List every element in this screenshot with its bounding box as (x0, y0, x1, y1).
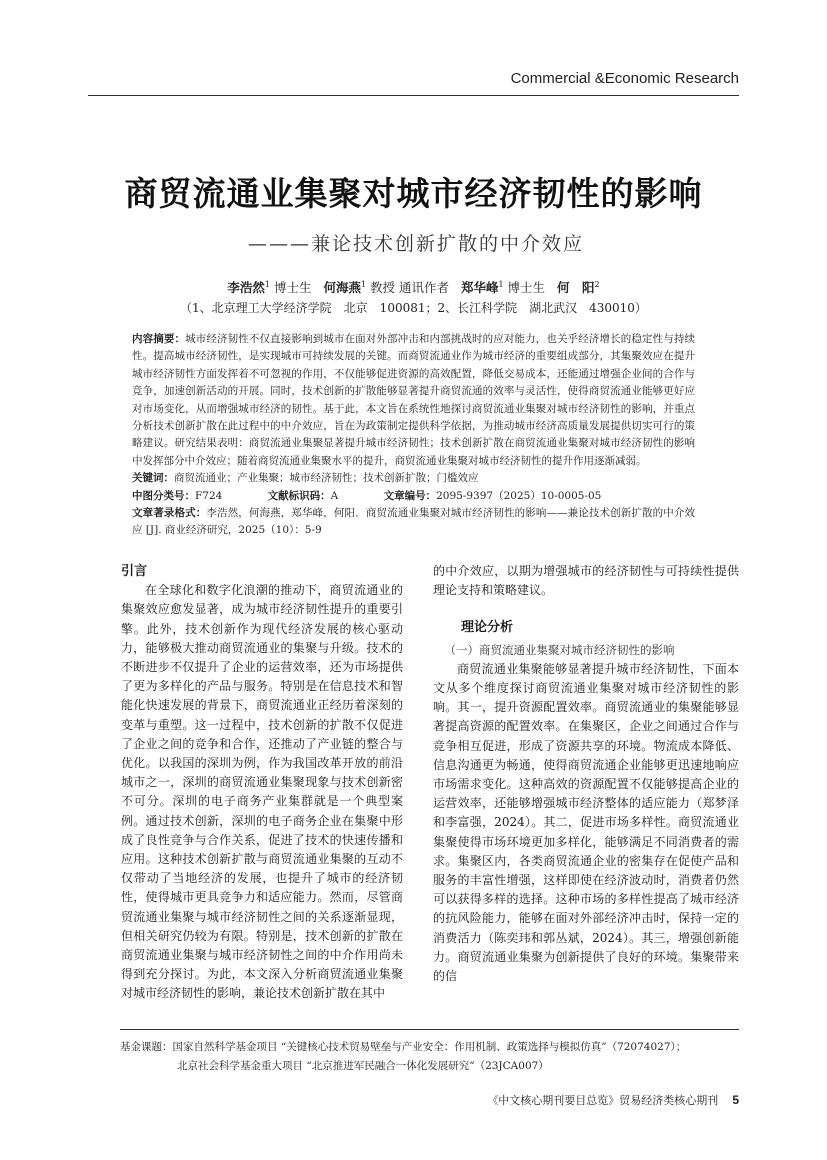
body-column-left (121, 562, 403, 1004)
keywords-text: 商贸流通业；产业集聚；城市经济韧性；技术创新扩散；门槛效应 (174, 472, 479, 485)
header-rule (88, 95, 739, 96)
abstract-text: 城市经济韧性不仅直接影响到城市在面对外部冲击和内部挑战时的应对能力，也关乎经济增长的稳定性与持续性。提高城市经济韧性，是实现城市可持续发展的关键。而商贸流通业作为城市经济的重要组成部分，其集聚效应在提升城市经济韧性方面发挥着不可忽视的作用，不仅能够促进资源的高效配置，降低交易成本，还能通过增强企业间的合作与竞争，加速创新活动的开展。同时，技术创新的扩散能够显著提升商贸流通的效率与灵活性，使得商贸流通业能够更好应对市场变化，从而增强城市经济的韧性。基于此，本文旨在系统性地探讨商贸流通业集聚对城市经济韧性的影响，并重点分析技术创新扩散在此过程中的中介效应，旨在为政策制定提供科学依据，为推动城市经济高质量发展提供切实可行的策略建议。研究结果表明：商贸流通业集聚显著提升城市经济韧性；技术创新扩散在商贸流通业集聚对城市经济韧性的影响中发挥部分中介效应；随着商贸流通业集聚水平的提升，商贸流通业集聚对城市经济韧性的提升作用逐渐减弱。 (132, 333, 695, 467)
citation (132, 505, 695, 540)
keywords-label: 关键词： (132, 472, 174, 485)
footnote-rule (120, 1029, 739, 1030)
author-role: 教授 通讯作者 (370, 280, 450, 295)
body-column-right (433, 562, 739, 986)
clc-value: F724 (195, 489, 223, 502)
author-affil-mark: 1 (360, 279, 367, 289)
author-name: 郑华峰 (460, 280, 499, 295)
author-role: 博士生 (507, 280, 546, 295)
intro-paragraph: 在全球化和数字化浪潮的推动下，商贸流通业的集聚效应愈发显著，成为城市经济韧性提升的重要引擎。此外，技术创新作为现代经济发展的核心驱动力，能够极大推动商贸流通业的集聚与升级。技术的不断进步不仅提升了企业的运营效率，还为市场提供了更为多样化的产品与服务。特别是在信息技术和智能化快速发展的背景下，商贸流通业正经历着深刻的变革与重塑。这一过程中，技术创新的扩散不仅促进了企业之间的竞争和合作，还推动了产业链的整合与优化。以我国的深圳为例，作为我国改革开放的前沿城市之一，深圳的商贸流通业集聚现象与技术创新密不可分。深圳的电子商务产业集群就是一个典型案例。通过技术创新，深圳的电子商务企业在集聚中形成了良性竞争与合作关系，促进了技术的快速传播和应用。这种技术创新扩散与商贸流通业集聚的互动不仅带动了当地经济的发展，也提升了城市的经济韧性，使得城市更具竞争力和适应能力。然而，尽管商贸流通业集聚与城市经济韧性之间的关系逐渐显现，但相关研究仍较为有限。特别是，技术创新的扩散在商贸流通业集聚与城市经济韧性之间的中介作用尚未得到充分探讨。为此，本文深入分析商贸流通业集聚对城市经济韧性的影响，兼论技术创新扩散在其中 (121, 583, 403, 1001)
article-title: 商贸流通业集聚对城市经济韧性的影响 (124, 174, 703, 213)
article-no-value: 2095-9397（2025）10-0005-05 (436, 489, 602, 502)
article-no-label: 文章编号： (383, 489, 437, 502)
section-heading-intro: 引言 (121, 564, 148, 579)
author-role: 博士生 (274, 280, 312, 295)
classification-row (132, 488, 695, 505)
funding-line: 基金课题：国家自然科学基金项目 “关键核心技术贸易壁垒与产业安全：作用机制、政策选择与模拟仿真”（72074027）； (120, 1041, 687, 1053)
doc-id-value: A (330, 489, 339, 502)
journal-name: Commercial &Economic Research (510, 70, 739, 87)
section-heading-theory: 理论分析 (461, 620, 514, 636)
author-name: 何海燕 (323, 280, 361, 295)
affiliations: （1、北京理工大学经济学院 北京 100081；2、长江科学院 湖北武汉 430010） (180, 301, 647, 315)
abstract-label: 内容摘要： (132, 333, 186, 345)
clc-label: 中图分类号： (132, 489, 195, 502)
theory-paragraph: 商贸流通业集聚能够显著提升城市经济韧性，下面本文从多个维度探讨商贸流通业集聚对城市经济韧性的影响。其一，提升资源配置效率。商贸流通业的集聚能够显著提高资源的配置效率。在集聚区，企业之间通过合作与竞争相互促进，形成了资源共享的环境。物流成本降低、信息沟通更为畅通，使得商贸流通企业能够更迅速地响应市场需求变化。这种高效的资源配置不仅能够提高企业的运营效率，还能够增强城市经济整体的适应能力（郑梦泽和李富强，2024）。其二，促进市场多样性。商贸流通业集聚使得市场环境更加多样化，能够满足不同消费者的需求。集聚区内，各类商贸流通企业的密集存在促使产品和服务的丰富性增强，这样即使在经济波动时，消费者仍然可以获得多样的选择。这种市场的多样性提高了城市经济的抗风险能力，能够在面对外部经济冲击时，保持一定的消费活力（陈奕玮和郭丛斌，2024）。其三，增强创新能力。商贸流通业集聚为创新提供了良好的环境。集聚带来的信 (433, 661, 739, 984)
subsection-heading: （一）商贸流通业集聚对城市经济韧性的影响 (444, 642, 675, 657)
author-name: 何 阳 (556, 280, 595, 295)
page-footer (487, 1092, 739, 1108)
article-subtitle: ———兼论技术创新扩散的中介效应 (248, 233, 585, 255)
doc-id-label: 文献标识码： (267, 489, 331, 502)
author-line (0, 278, 827, 296)
keywords (132, 470, 695, 487)
catalog-note: 《中文核心期刊要目总览》贸易经济类核心期刊 (487, 1094, 719, 1107)
author-affil-mark: 1 (264, 279, 271, 289)
citation-label: 文章著录格式： (132, 507, 207, 520)
author-affil-mark: 2 (594, 279, 600, 289)
page-number: 5 (732, 1093, 739, 1107)
funding-line: 北京社会科学基金重大项目 “北京推进军民融合一体化发展研究”（23JCA007） (177, 1060, 549, 1072)
author-affil-mark: 1 (498, 279, 504, 289)
intro-paragraph-continued: 的中介效应，以期为增强城市的经济韧性与可持续性提供理论支持和策略建议。 (433, 564, 739, 598)
abstract (132, 331, 695, 470)
funding-note (120, 1038, 739, 1076)
author-name: 李浩然 (227, 280, 265, 295)
abstract-block (132, 331, 695, 540)
citation-text: 李浩然，何海燕，郑华峰，何阳．商贸流通业集聚对城市经济韧性的影响——兼论技术创新扩散的中介效应 [J]. 商业经济研究，2025（10）：5-9 (132, 507, 696, 537)
